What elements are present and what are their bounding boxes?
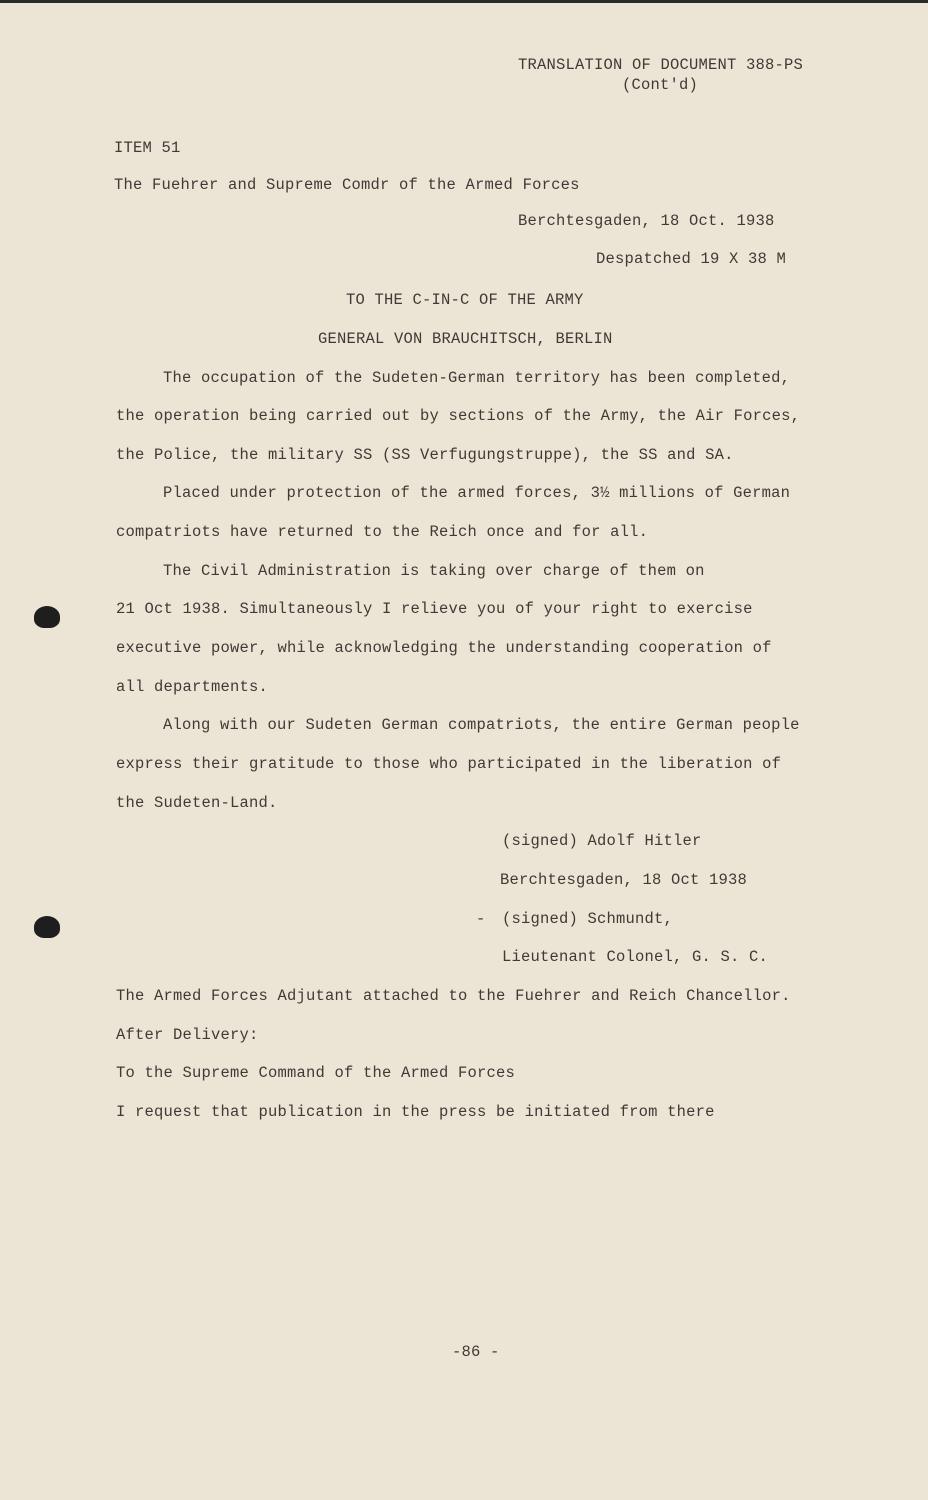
punch-hole-top: [34, 606, 60, 628]
body-line: the Police, the military SS (SS Verfugungstruppe), the SS and SA.: [116, 446, 734, 464]
signature-countersigned: (signed) Schmundt,: [502, 910, 674, 928]
signature-signed-by: (signed) Adolf Hitler: [502, 832, 702, 850]
countersign-dash: -: [476, 910, 486, 928]
header-title: TRANSLATION OF DOCUMENT 388-PS: [518, 56, 804, 74]
closing-line: After Delivery:: [116, 1026, 259, 1044]
body-line: The Civil Administration is taking over charge of them on: [163, 562, 705, 580]
addressee-line-1: TO THE C-IN-C OF THE ARMY: [346, 291, 584, 309]
body-line: Placed under protection of the armed forces, 3½ millions of German: [163, 484, 791, 502]
closing-line: The Armed Forces Adjutant attached to the Fuehrer and Reich Chancellor.: [116, 987, 791, 1005]
body-line: the operation being carried out by sections of the Army, the Air Forces,: [116, 407, 801, 425]
sender-line: The Fuehrer and Supreme Comdr of the Armed Forces: [114, 176, 580, 194]
body-line: Along with our Sudeten German compatriots, the entire German people: [163, 716, 800, 734]
header-contd: (Cont'd): [622, 76, 699, 94]
body-line: the Sudeten-Land.: [116, 794, 278, 812]
body-line: compatriots have returned to the Reich once and for all.: [116, 523, 649, 541]
item-label: ITEM 51: [114, 139, 181, 157]
addressee-line-2: GENERAL VON BRAUCHITSCH, BERLIN: [318, 330, 613, 348]
signature-rank: Lieutenant Colonel, G. S. C.: [502, 948, 769, 966]
despatched-line: Despatched 19 X 38 M: [596, 250, 787, 268]
body-line: The occupation of the Sudeten-German territory has been completed,: [163, 369, 791, 387]
place-date: Berchtesgaden, 18 Oct. 1938: [518, 212, 775, 230]
closing-line: To the Supreme Command of the Armed Forces: [116, 1064, 516, 1082]
body-line: express their gratitude to those who participated in the liberation of: [116, 755, 782, 773]
closing-line: I request that publication in the press be initiated from there: [116, 1103, 715, 1121]
punch-hole-bottom: [34, 916, 60, 938]
body-line: executive power, while acknowledging the understanding cooperation of: [116, 639, 772, 657]
body-line: all departments.: [116, 678, 269, 696]
signature-place-date: Berchtesgaden, 18 Oct 1938: [500, 871, 748, 889]
page-number: -86 -: [452, 1343, 500, 1361]
body-line: 21 Oct 1938. Simultaneously I relieve you of your right to exercise: [116, 600, 753, 618]
